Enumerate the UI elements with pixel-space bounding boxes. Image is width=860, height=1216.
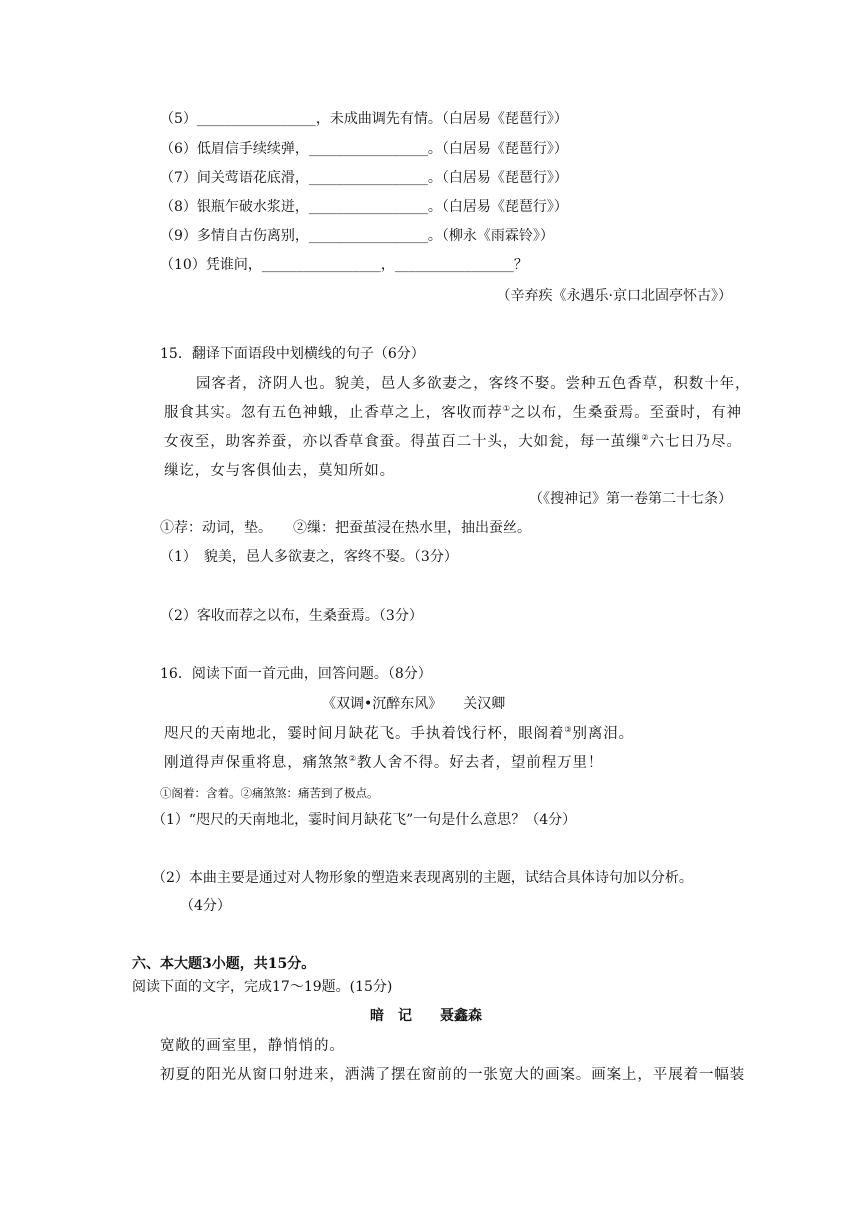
q16-sub-question-1: （1）“咫尺的天南地北，霎时间月缺花飞”一句是什么意思？（4分） xyxy=(152,812,577,828)
section-heading: 六、本大题3小题，共15分。 xyxy=(132,956,316,972)
q15-passage-line-2b: 之以布，生桑蚕焉。至蚕时，有神 xyxy=(510,405,742,421)
fill-in-item-5: （5）_________________，未成曲调先有情。（白居易《琵琶行》） xyxy=(160,111,568,127)
q15-title: 15．翻译下面语段中划横线的句子（6分） xyxy=(160,346,425,362)
poem-line-1 xyxy=(164,724,634,744)
q15-passage-line-3b: 六七日乃尽。 xyxy=(649,434,742,450)
poem-line-1b: 别离泪。 xyxy=(572,726,635,742)
q15-passage-line-2 xyxy=(164,403,742,423)
fill-in-item-9: （9）多情自古伤离别，_________________。（柳永《雨霖铃》） xyxy=(160,228,554,244)
footnote-mark-3: ③ xyxy=(564,725,573,734)
q15-sub-question-2: （2）客收而荐之以布，生桑蚕焉。（3分） xyxy=(160,608,423,624)
story-paragraph-1: 宽敞的画室里，静悄悄的。 xyxy=(160,1038,345,1054)
poem-line-2a: 刚道得声保重将息，痛煞煞 xyxy=(164,755,349,771)
q15-passage-line-3a: 女夜至，助客养蚕，亦以香草食蚕。得茧百二十头，大如瓮，每一茧缫 xyxy=(164,434,642,450)
poem-line-1a: 咫尺的天南地北，霎时间月缺花飞。手执着饯行杯，眼阁着 xyxy=(164,726,565,742)
fill-in-source: （辛弃疾《永遇乐·京口北固亭怀古》） xyxy=(496,288,732,304)
q15-notes: ①荐：动词，垫。 ②缫：把蚕茧浸在热水里，抽出蚕丝。 xyxy=(160,520,531,536)
story-paragraph-2: 初夏的阳光从窗口射进来，洒满了摆在窗前的一张宽大的画案。画案上，平展着一幅装 xyxy=(160,1067,746,1083)
q15-passage-line-2a: 服食其实。忽有五色神蛾，止香草之上，客收而荐 xyxy=(164,405,503,421)
q15-sub-question-1: （1） 貌美，邑人多欲妻之，客终不娶。（3分） xyxy=(160,549,458,565)
q15-passage-line-1: 园客者，济阴人也。貌美，邑人多欲妻之，客终不娶。尝种五色香草，积数十年， xyxy=(196,376,751,392)
q15-passage-line-4: 缫讫，女与客俱仙去，莫知所如。 xyxy=(164,463,395,479)
q16-notes: ①阁着：含着。②痛煞煞：痛苦到了极点。 xyxy=(160,786,379,800)
poem-title: 《双调•沉醉东风》 关汉卿 xyxy=(322,696,506,712)
footnote-mark-1: ① xyxy=(502,404,511,413)
footnote-mark-2: ② xyxy=(641,433,650,442)
footnote-mark-2b: ② xyxy=(348,754,357,763)
fill-in-item-10: （10）凭谁问，_________________，_________________？ xyxy=(160,257,528,273)
fill-in-item-7: （7）间关莺语花底滑，_________________。（白居易《琵琶行》） xyxy=(160,170,568,186)
story-title: 暗 记 聂鑫森 xyxy=(370,1008,482,1024)
q15-source: （《搜神记》第一卷第二十七条） xyxy=(529,491,732,507)
section-intro: 阅读下面的文字，完成17～19题。(15分) xyxy=(132,979,393,995)
fill-in-item-6: （6）低眉信手续续弹，_________________。（白居易《琵琶行》） xyxy=(160,141,568,157)
poem-line-2 xyxy=(164,753,603,773)
q16-sub-question-2: （2）本曲主要是通过对人物形象的塑造来表现离别的主题，试结合具体诗句加以分析。 xyxy=(152,870,693,886)
q16-title: 16．阅读下面一首元曲，回答问题。（8分） xyxy=(160,666,432,682)
fill-in-item-8: （8）银瓶乍破水浆迸，_________________。（白居易《琵琶行》） xyxy=(160,199,568,215)
q16-sub-question-2-points: （4分） xyxy=(180,898,231,914)
q15-passage-line-3 xyxy=(164,432,742,452)
poem-line-2b: 教人舍不得。好去者，望前程万里！ xyxy=(356,755,604,771)
